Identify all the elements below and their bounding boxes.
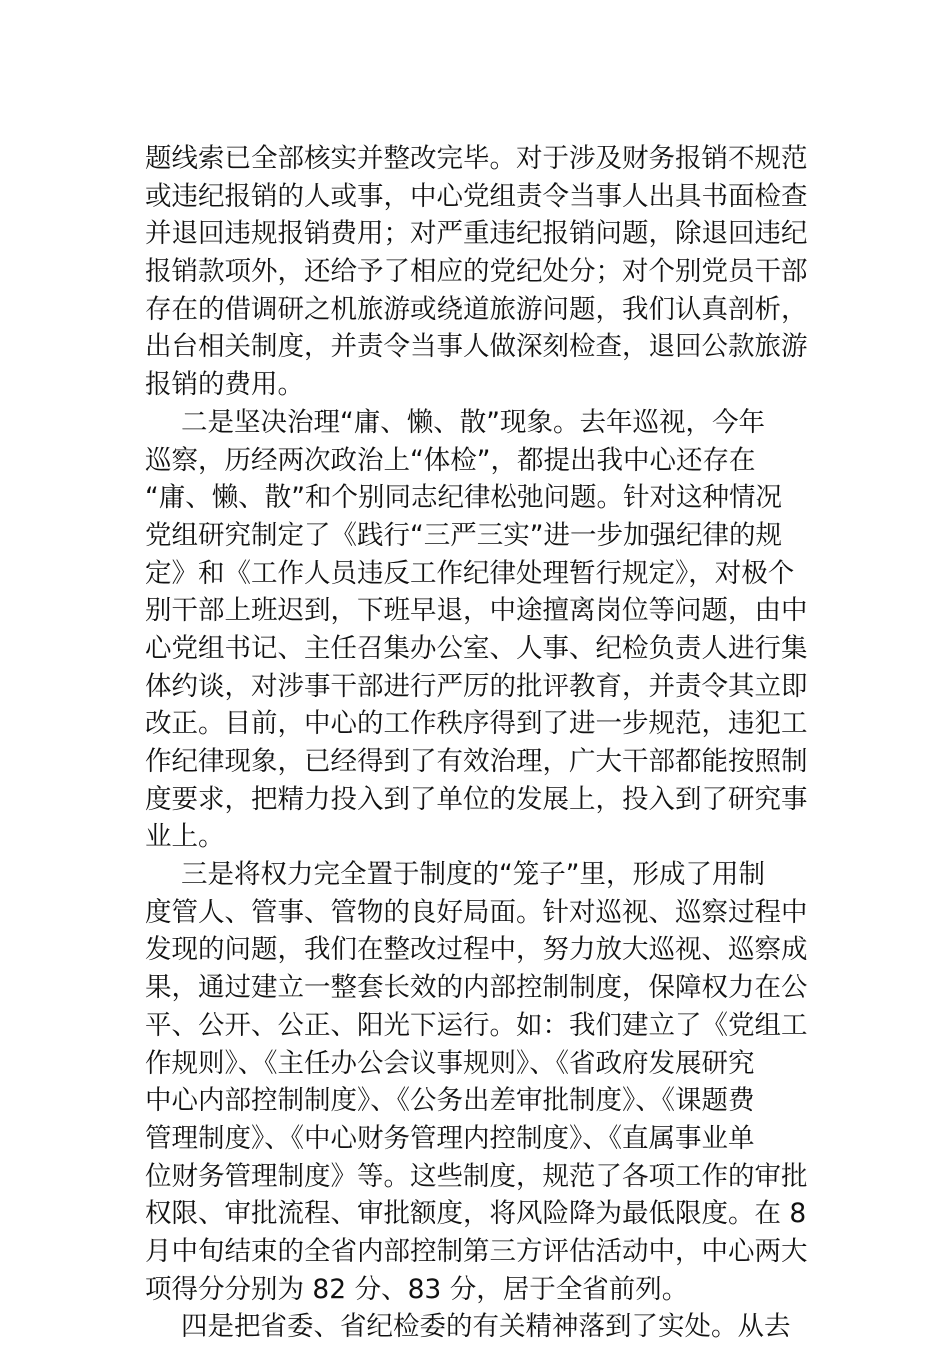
text-line: 并退回违规报销费用；对严重违纪报销问题，除退回违纪 [145, 218, 808, 250]
text-line: 果，通过建立一整套长效的内部控制制度，保障权力在公 [145, 972, 808, 1004]
text-line: 平、公开、公正、阳光下运行。如：我们建立了《党组工 [145, 1009, 808, 1041]
text-line: 别干部上班迟到，下班早退，中途擅离岗位等问题，由中 [145, 595, 808, 627]
text-line: 体约谈，对涉事干部进行严厉的批评教育，并责令其立即 [145, 670, 808, 702]
text-line: 作纪律现象，已经得到了有效治理，广大干部都能按照制 [145, 746, 808, 777]
text-line: 改正。目前，中心的工作秩序得到了进一步规范，违犯工 [145, 708, 808, 740]
text-line: 权限、审批流程、审批额度，将风险降为最低限度。在 8 [145, 1198, 807, 1230]
text-line: “庸、懒、散”和个别同志纪律松弛问题。针对这种情况 [145, 482, 782, 514]
text-line: 报销款项外，还给予了相应的党纪处分；对个别党员干部 [145, 256, 808, 288]
text-line: 度要求，把精力投入到了单位的发展上，投入到了研究事 [145, 783, 808, 815]
text-line: 二是坚决治理“庸、懒、散”现象。去年巡视，今年 [181, 406, 765, 438]
text-line: 出台相关制度，并责令当事人做深刻检查，退回公款旅游 [145, 331, 808, 363]
text-line: 月中旬结束的全省内部控制第三方评估活动中，中心两大 [145, 1235, 808, 1267]
text-line: 业上。 [145, 821, 225, 853]
text-line: 报销的费用。 [145, 369, 304, 401]
text-line: 巡察，历经两次政治上“体检”，都提出我中心还存在 [145, 444, 756, 476]
document-body [145, 140, 813, 1346]
text-line: 度管人、管事、管物的良好局面。针对巡视、巡察过程中 [145, 896, 808, 928]
text-line: 三是将权力完全置于制度的“笼子”里，形成了用制 [181, 859, 765, 891]
text-line: 存在的借调研之机旅游或绕道旅游问题，我们认真剖析， [145, 293, 808, 325]
text-line: 心党组书记、主任召集办公室、人事、纪检负责人进行集 [145, 632, 808, 664]
text-line: 项得分分别为 82 分、83 分，居于全省前列。 [145, 1273, 689, 1305]
text-line: 管理制度》、《中心财务管理内控制度》、《直属事业单 [145, 1122, 755, 1154]
text-line: 作规则》、《主任办公会议事规则》、《省政府发展研究 [145, 1047, 755, 1079]
text-line: 中心内部控制制度》、《公务出差审批制度》、《课题费 [145, 1085, 755, 1117]
text-line: 位财务管理制度》等。这些制度，规范了各项工作的审批 [145, 1160, 808, 1192]
text-line: 党组研究制定了《践行“三严三实”进一步加强纪律的规 [145, 519, 782, 551]
text-line: 四是把省委、省纪检委的有关精神落到了实处。从去 [181, 1311, 791, 1343]
text-line: 发现的问题，我们在整改过程中，努力放大巡视、巡察成 [145, 934, 808, 966]
text-line: 或违纪报销的人或事，中心党组责令当事人出具书面检查 [145, 180, 808, 212]
text-line: 定》和《工作人员违反工作纪律处理暂行规定》，对极个 [145, 557, 795, 589]
text-line: 题线索已全部核实并整改完毕。对于涉及财务报销不规范 [145, 143, 808, 174]
